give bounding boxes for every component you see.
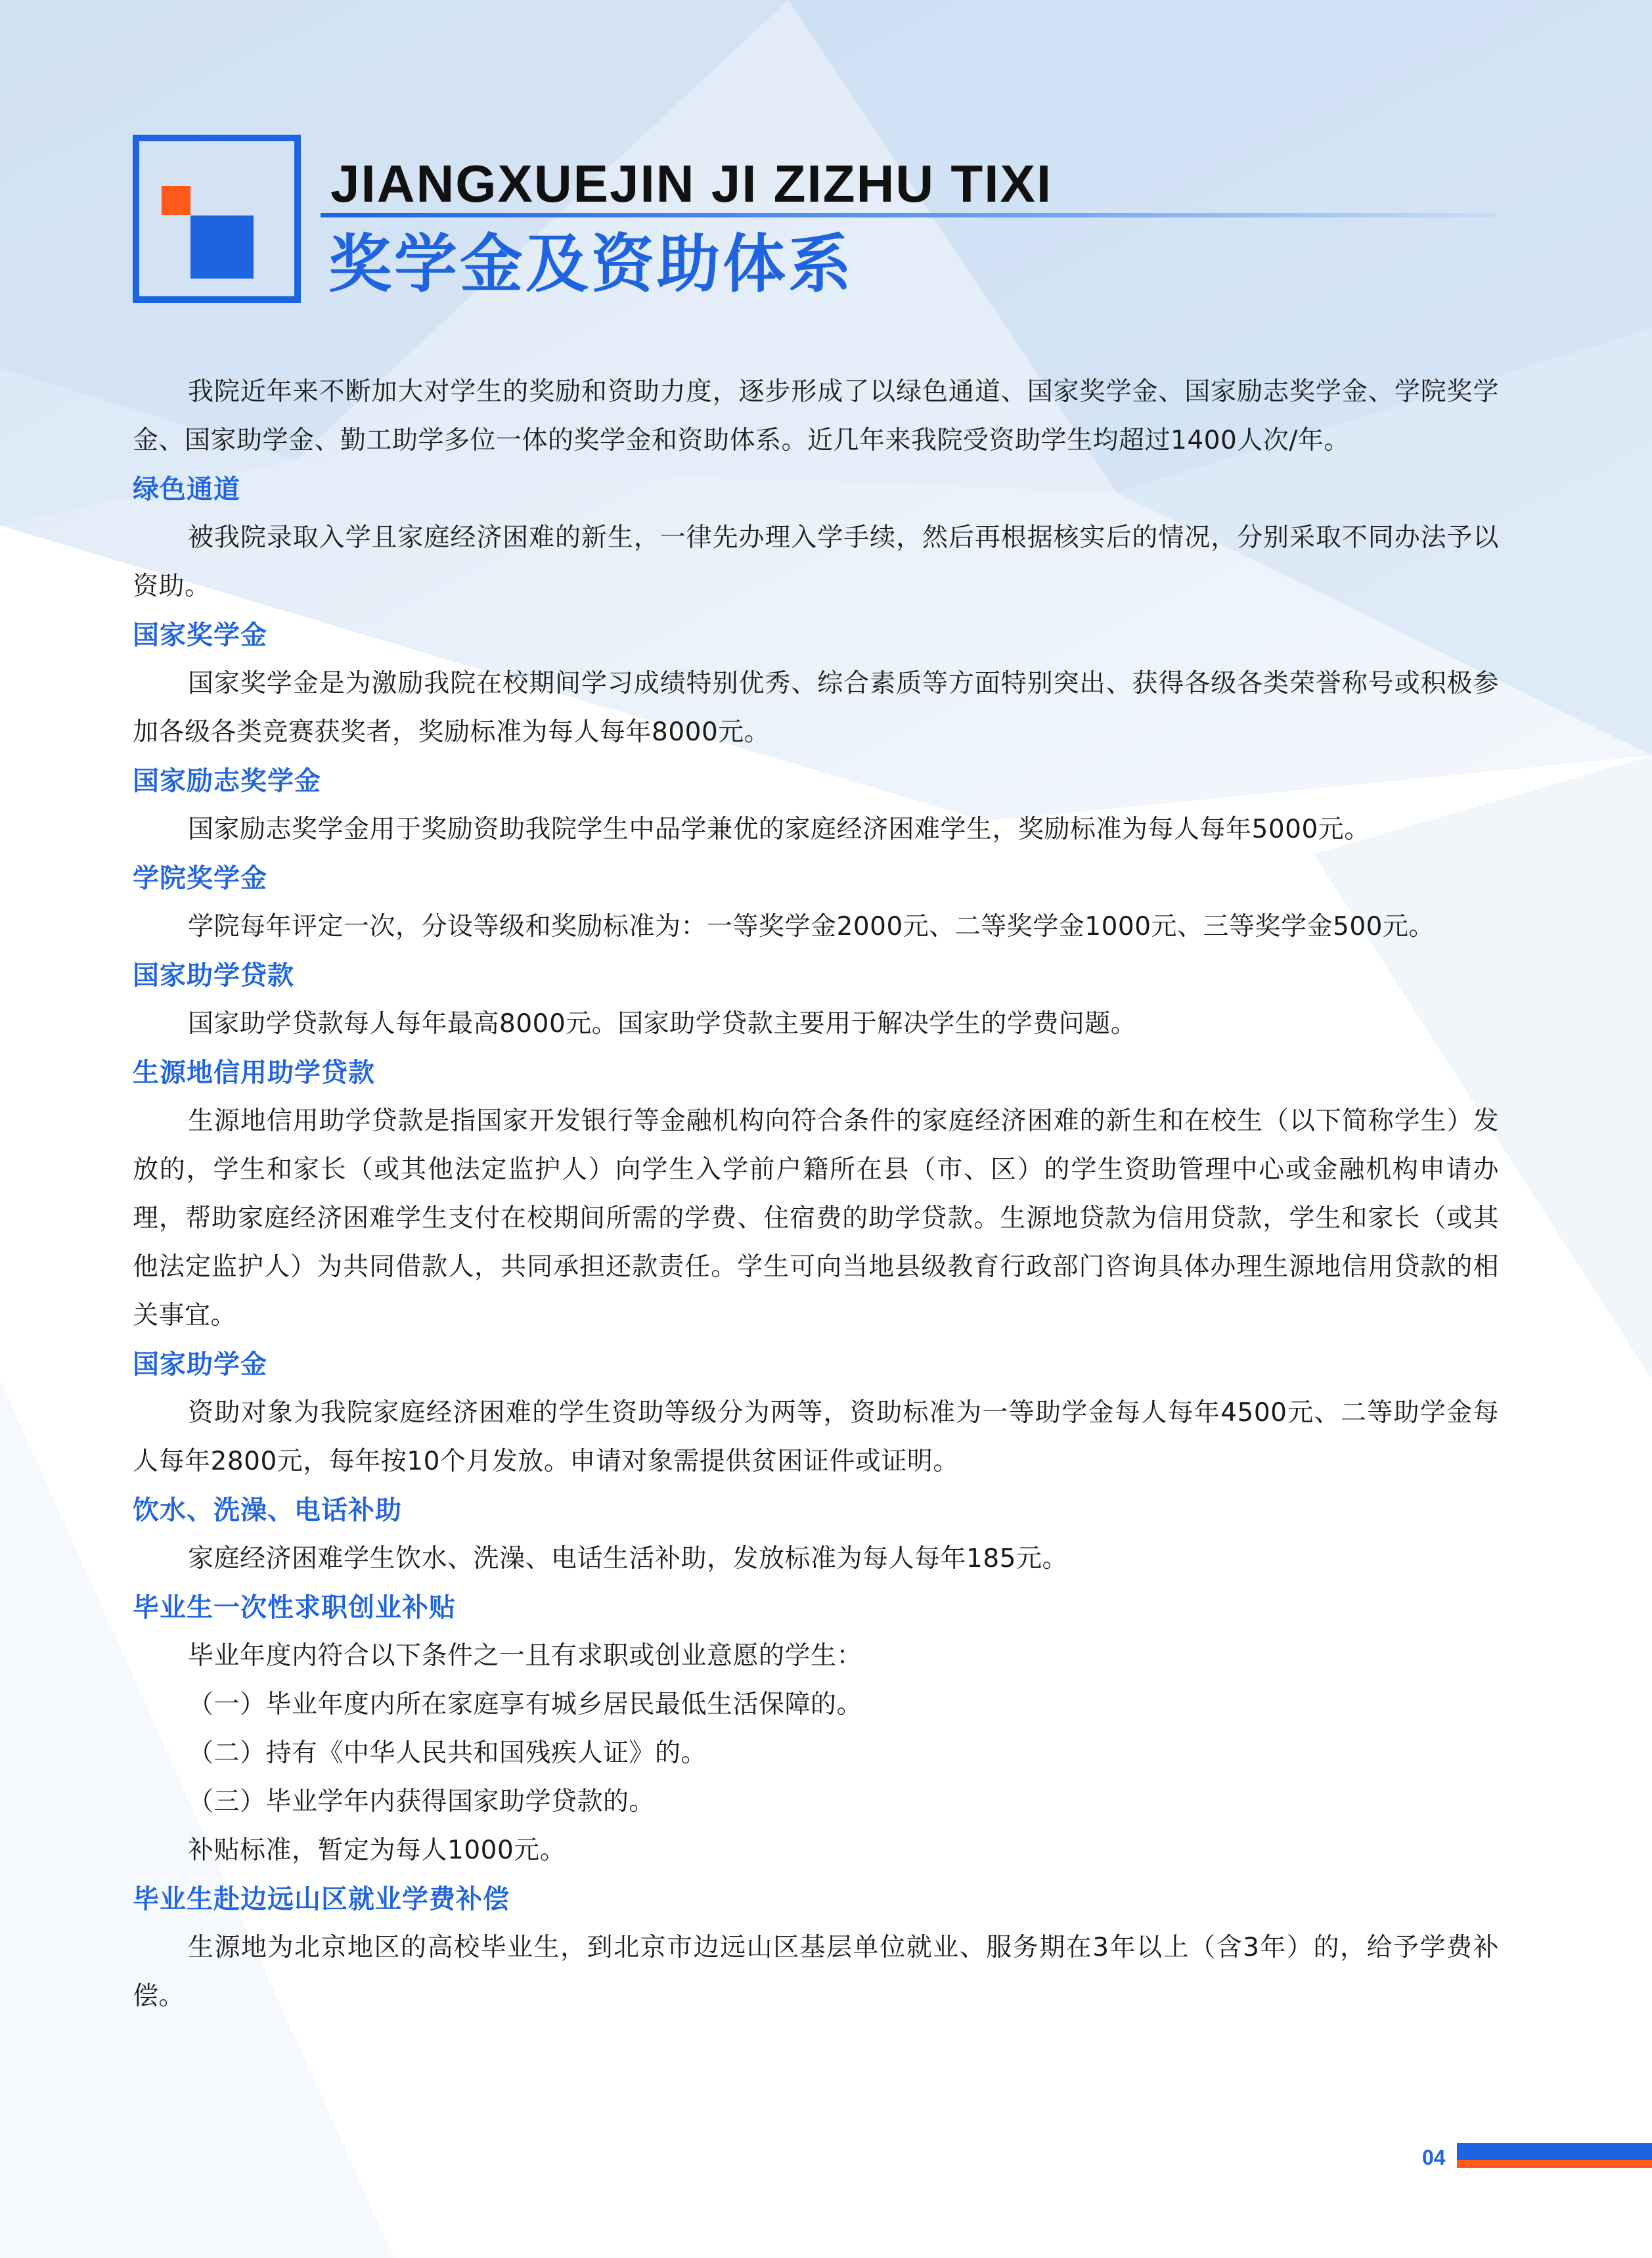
section-heading-national-student-loan: 国家助学贷款 bbox=[133, 960, 294, 991]
section-heading-credit-student-loan: 生源地信用助学贷款 bbox=[133, 1058, 375, 1088]
footer-bar-blue bbox=[1457, 2143, 1652, 2160]
logo-blue-square bbox=[190, 215, 254, 279]
page-number: 04 bbox=[1422, 2146, 1446, 2169]
section-heading-national-scholarship: 国家奖学金 bbox=[133, 620, 267, 650]
logo-orange-square bbox=[162, 186, 190, 215]
title-chinese: 奖学金及资助体系 bbox=[328, 227, 854, 301]
section-heading-college-scholarship: 学院奖学金 bbox=[133, 863, 267, 893]
section-heading-living-subsidy: 饮水、洗澡、电话补助 bbox=[133, 1495, 402, 1525]
subsidy-standard: 补贴标准，暂定为每人1000元。 bbox=[188, 1836, 566, 1865]
condition-item: （三）毕业学年内获得国家助学贷款的。 bbox=[188, 1787, 656, 1817]
section-paragraph: 国家励志奖学金用于奖励资助我院学生中品学兼优的家庭经济困难学生，奖励标准为每人每年5000元。 bbox=[188, 815, 1370, 844]
section-paragraph: 生源地信用助学贷款是指国家开发银行等金融机构向符合条件的家庭经济困难的新生和在校生（以下简称学生）发放的，学生和家长（或其他法定监护人）向学生入学前户籍所在县（市、区）的学生资助管理中心或金融机构申请办理，帮助家庭经济困难学生支付在校期间所需的学费、住宿费的助学贷款。生源地贷款为信用贷款，学生和家长（或其他法定监护人）为共同借款人，共同承担还款责任。学生可向当地县级教育行政部门咨询具体办理生源地信用贷款的相关事宜。 bbox=[133, 1106, 1499, 1330]
section-paragraph: 被我院录取入学且家庭经济困难的新生，一律先办理入学手续，然后再根据核实后的情况，分别采取不同办法予以资助。 bbox=[133, 523, 1499, 601]
section-heading-tuition-compensation: 毕业生赴边远山区就业学费补偿 bbox=[133, 1884, 510, 1914]
section-heading-job-seeking-subsidy: 毕业生一次性求职创业补贴 bbox=[133, 1592, 456, 1623]
condition-item: （一）毕业年度内所在家庭享有城乡居民最低生活保障的。 bbox=[188, 1690, 863, 1719]
section-paragraph: 家庭经济困难学生饮水、洗澡、电话生活补助，发放标准为每人每年185元。 bbox=[188, 1544, 1068, 1573]
section-paragraph: 资助对象为我院家庭经济困难的学生资助等级分为两等，资助标准为一等助学金每人每年4500元、二等助学金每人每年2800元，每年按10个月发放。申请对象需提供贫困证件或证明。 bbox=[133, 1398, 1499, 1476]
section-paragraph: 学院每年评定一次，分设等级和奖励标准为：一等奖学金2000元、二等奖学金1000元、三等奖学金500元。 bbox=[188, 912, 1435, 941]
title-english: JIANGXUEJIN JI ZIZHU TIXI bbox=[330, 154, 1053, 213]
section-paragraph: 国家助学贷款每人每年最高8000元。国家助学贷款主要用于解决学生的学费问题。 bbox=[188, 1009, 1137, 1039]
document-body bbox=[133, 368, 1499, 2021]
section-paragraph: 生源地为北京地区的高校毕业生，到北京市边远山区基层单位就业、服务期在3年以上（含3年）的，给予学费补偿。 bbox=[133, 1933, 1499, 2011]
section-heading-inspirational-scholarship: 国家励志奖学金 bbox=[133, 766, 321, 796]
section-paragraph: 毕业年度内符合以下条件之一且有求职或创业意愿的学生： bbox=[188, 1641, 863, 1671]
condition-item: （二）持有《中华人民共和国残疾人证》的。 bbox=[188, 1738, 707, 1768]
section-heading-national-grant: 国家助学金 bbox=[133, 1349, 267, 1380]
section-heading-green-channel: 绿色通道 bbox=[133, 474, 240, 505]
footer-bar-orange bbox=[1457, 2160, 1652, 2168]
section-paragraph: 国家奖学金是为激励我院在校期间学习成绩特别优秀、综合素质等方面特别突出、获得各级各类荣誉称号或积极参加各级各类竞赛获奖者，奖励标准为每人每年8000元。 bbox=[133, 669, 1499, 747]
intro-paragraph: 我院近年来不断加大对学生的奖励和资助力度，逐步形成了以绿色通道、国家奖学金、国家励志奖学金、学院奖学金、国家助学金、勤工助学多位一体的奖学金和资助体系。近几年来我院受资助学生均超过1400人次/年。 bbox=[133, 377, 1499, 455]
